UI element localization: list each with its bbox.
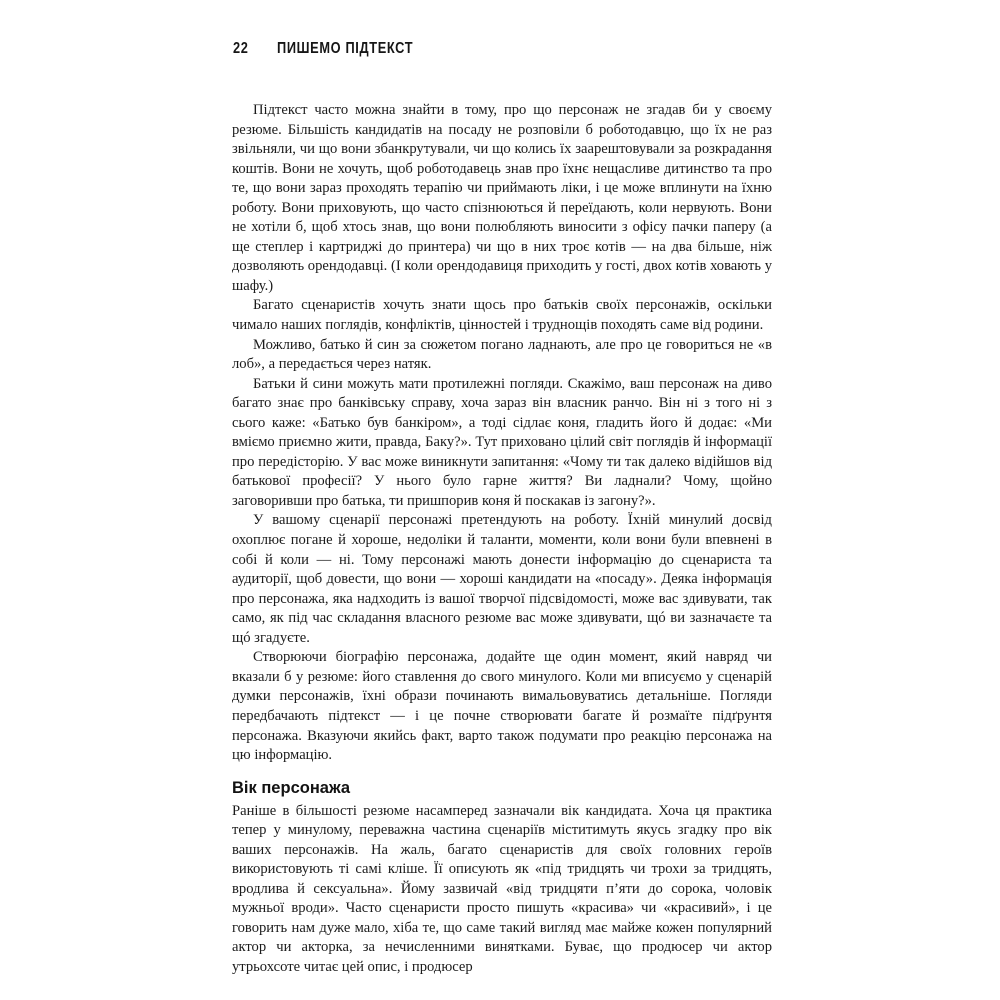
body-paragraph: Багато сценаристів хочуть знати щось про батьків своїх персонажів, оскільки чимало наших поглядів, конфліктів, цінностей і труднощів походять саме від родини.	[232, 297, 772, 334]
body-paragraph: Раніше в більшості резюме насамперед зазначали вік кандидата. Хоча ця практика тепер у минулому, переважна частина сценаріїв міститимуть якусь згадку про вік ваших персонажів. На жаль, багато сценаристів для своїх головних героїв використовують ті самі кліше. Її описують як «під тридцять чи трохи за тридцять, вродлива й сексуальна». Йому зазвичай «від тридцяти п’яти до сорока, чоловік мужньої вроди». Часто сценаристи просто пишуть «красива» чи «красивий», і це говорить нам дуже мало, хіба те, що саме такий вигляд має майже кожен популярний актор чи акторка, за нечисленними винятками. Буває, що продюсер чи актор утрьохсоте читає цей опис, і продюсер	[232, 802, 772, 975]
body-paragraph: Створюючи біографію персонажа, додайте ще один момент, який навряд чи вказали б у резюме: його ставлення до свого минулого. Коли ми вписуємо у сценарій думки персонажів, їхні образи починають вимальовуватись детальніше. Погляди передбачають підтекст — і це почне створювати багате й розмаїте підґрунтя персонажа. Вказуючи якийсь факт, варто також подумати про реакцію персонажа на цю інформацію.	[232, 649, 772, 764]
body-paragraph: Батьки й сини можуть мати протилежні погляди. Скажімо, ваш персонаж на диво багато знає про банківську справу, хоча зараз він власник ранчо. Він ні з того ні з сього каже: «Батько був банкіром», а тоді сідлає коня, гладить його й додає: «Ми вміємо приємно жити, правда, Баку?». Тут приховано цілий світ поглядів й інформації про передісторію. У вас може виникнути запитання: «Чому ти так далеко відійшов від батькової професії? У нього було гарне життя? Ви ладнали? Чому, щойно заговоривши про батька, ти пришпорив коня й поскакав із загону?».	[232, 375, 772, 509]
body-paragraph: Можливо, батько й син за сюжетом погано ладнають, але про це говориться не «в лоб», а передається через натяк.	[232, 336, 772, 373]
body-paragraph: Підтекст часто можна знайти в тому, про що персонаж не згадав би у своєму резюме. Більшість кандидатів на посаду не розповіли б роботодавцю, що їх не раз звільняли, чи що вони збанкрутували, чи що колись їх заарештовували за розкрадання коштів. Вони не хочуть, щоб роботодавець знав про їхнє нещасливе дитинство та про те, що вони зараз проходять терапію чи приймають ліки, і це може вплинути на їхню роботу. Вони приховують, що часто спізнюються й переїдають, коли нервують. Вони не хотіли б, щоб хтось знав, що вони полюбляють виносити з офісу пачки паперу (а ще степлер і картриджі до принтера) чи що в них троє котів — на два більше, ніж дозволяють орендодавці. (І коли орендодавиця приходить у гості, двох котів ховають у шафу.)	[232, 102, 772, 294]
running-title: ПИШЕМО ПІДТЕКСТ	[277, 40, 414, 57]
page-number: 22	[233, 40, 249, 57]
section-heading: Вік персонажа	[232, 778, 351, 797]
page-body	[232, 101, 772, 978]
running-header	[233, 40, 413, 58]
body-paragraph: У вашому сценарії персонажі претендують на роботу. Їхній минулий досвід охоплює погане й хороше, недоліки й таланти, моменти, коли вони були впевнені в собі й коли — ні. Тому персонажі мають донести інформацію до сценариста та аудиторії, щоб довести, що вони — хороші кандидати на «посаду». Деяка інформація про персонажа, яка надходить із вашої творчої підсвідомості, може вас здивувати, так само, як під час складання власного резюме вас може здивувати, щó ви зазначаєте та щó згадуєте.	[232, 512, 772, 646]
